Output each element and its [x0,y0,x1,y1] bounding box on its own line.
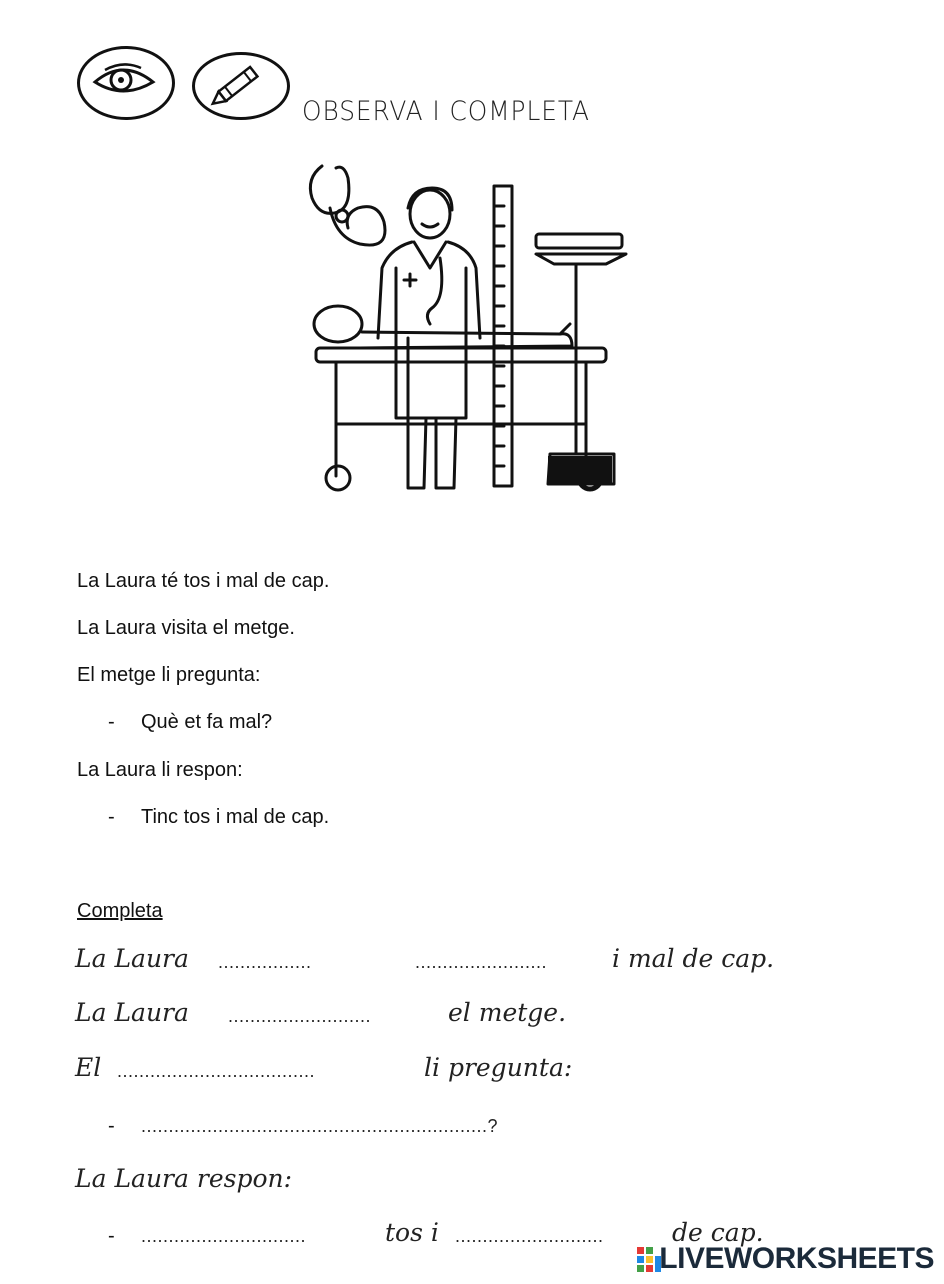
row1-text-start: La Laura [75,944,189,973]
liveworksheets-logo-icon [636,1245,662,1275]
exercise-heading: Completa [77,900,163,922]
eye-icon-oval [77,46,175,120]
story-line-1: La Laura té tos i mal de cap. [77,570,330,592]
dash-bullet: - [108,1225,115,1247]
page-title: OBSERVA I COMPLETA [302,96,590,127]
blank-input[interactable]: ...............................................................? [141,1116,499,1136]
story-line-3: El metge li pregunta: [77,664,261,686]
story-line-2: La Laura visita el metge. [77,617,295,639]
row1-text-end: i mal de cap. [612,944,775,973]
dash-bullet: - [108,806,115,828]
doctor-patient-illustration [300,158,636,498]
row2-text-end: el metge. [448,998,567,1027]
story-line-4: Què et fa mal? [141,711,273,733]
eye-icon [77,46,169,114]
story-line-6: Tinc tos i mal de cap. [141,806,330,828]
story-line-5: La Laura li respon: [77,759,243,781]
blank-input[interactable]: ........................ [415,952,548,972]
pencil-icon-oval [192,52,290,120]
blank-input[interactable]: .................................... [117,1061,316,1081]
pencil-icon [192,52,284,114]
blank-input[interactable]: ........................... [455,1226,604,1246]
row2-text-start: La Laura [75,998,189,1027]
dash-bullet: - [108,1115,115,1137]
blank-input[interactable]: ................. [218,952,312,972]
blank-input[interactable]: .......................... [228,1006,372,1026]
row3-text-start: El [75,1053,102,1082]
row6-text-mid: tos i [385,1218,439,1247]
dash-bullet: - [108,711,115,733]
row3-text-end: li pregunta: [424,1053,573,1082]
row6-text-end: de cap. [672,1218,764,1247]
blank-input[interactable]: .............................. [141,1226,307,1246]
brand-logo-text[interactable]: LIVEWORKSHEETS [659,1242,934,1275]
row5-text: La Laura respon: [75,1164,293,1193]
